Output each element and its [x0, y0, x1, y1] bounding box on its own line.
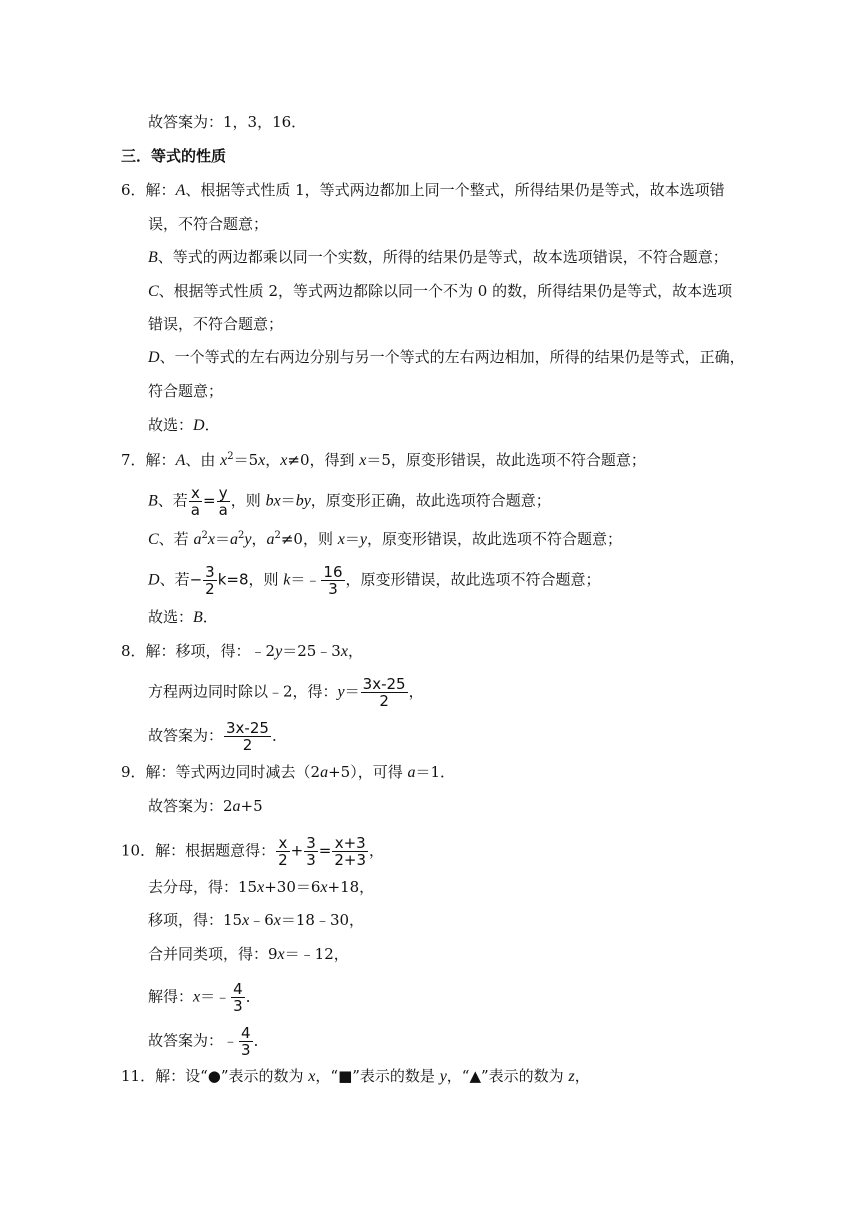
q6-line-5: 错误，不符合题意； [148, 315, 284, 333]
q7-line-c: C、若 $a^2x=a^2y$，$a^2\ne 0$，则 x＝y，原变形错误，故此选项不符合题意； [148, 530, 622, 548]
q6-line-7: 符合题意； [148, 382, 224, 400]
q6-line-3: B、等式的两边都乘以同一个实数，所得的结果仍是等式，故本选项错误，不符合题意； [148, 248, 728, 266]
q7-line-a: 7．解：A、由 $x^2=5x$，x≠0，得到 x＝5，原变形错误，故此选项不符合题意； [121, 451, 646, 469]
fraction-x3-over-23: $\frac{x+3}{2+3}$ [334, 834, 367, 869]
fraction-16-over-3: $\frac{16}{3}$ [323, 563, 343, 598]
fraction-3x-25-over-2: $\frac{3x-25}{2}$ [362, 675, 406, 710]
answer-line-q5: 故答案为：1，3，16． [148, 113, 307, 131]
fraction-y-over-a: $\frac{y}{a}$ [218, 484, 228, 519]
q10-line-3: 移项，得：15x﹣6x＝18﹣30， [148, 911, 365, 929]
q7-line-d: D、若− $\frac{3}{2}$ k=8，则 k＝﹣ $\frac{16}{3}$ ，原变形错误，故此选项不符合题意； [148, 563, 601, 598]
q6-line-1: 6．解：A、根据等式性质 1，等式两边都加上同一个整式，所得结果仍是等式，故本选项错 [121, 181, 725, 199]
q9-line-1: 9．解：等式两边同时减去（2a+5），可得 a＝1． [121, 763, 456, 781]
q10-line-5: 解得：x＝﹣ $\frac{4}{3}$ ． [148, 980, 261, 1015]
fraction-3-over-2: $\frac{3}{2}$ [205, 563, 215, 598]
fraction-4-over-3: $\frac{4}{3}$ [233, 980, 243, 1015]
q6-line-2: 误，不符合题意； [148, 215, 269, 233]
q6-line-4: C、根据等式性质 2，等式两边都除以同一个不为 0 的数，所得结果仍是等式，故本选项 [148, 282, 733, 300]
fraction-x-over-2: $\frac{x}{2}$ [278, 834, 288, 869]
q9-answer: 故答案为：2a+5 [148, 797, 263, 815]
q8-line-2: 方程两边同时除以﹣2，得：y＝ $\frac{3x-25}{2}$ ， [148, 675, 424, 710]
q7-answer: 故选：B． [148, 608, 218, 626]
q11-line-1: 11．解：设“●”表示的数为 x，“■”表示的数是 y，“▲”表示的数为 z， [121, 1067, 590, 1085]
q10-line-1: 10．解：根据题意得： $\frac{x}{2}$ + $\frac{3}{3}$ = $\frac{x+3}{2+3}$ ， [121, 834, 385, 869]
fraction-4-over-3-answer: $\frac{4}{3}$ [241, 1024, 251, 1059]
fraction-x-over-a: $\frac{x}{a}$ [190, 484, 200, 519]
fraction-3-over-3: $\frac{3}{3}$ [306, 834, 316, 869]
section-title: 三．等式的性质 [121, 147, 227, 165]
q6-line-6: D、一个等式的左右两边分别与另一个等式的左右两边相加，所得的结果仍是等式，正确， [148, 348, 745, 366]
q7-line-b: B、若 $\frac{x}{a}$ = $\frac{y}{a}$ ，则 bx＝by，原变形正确，故此选项符合题意； [148, 484, 551, 519]
q10-line-2: 去分母，得：15x+30＝6x+18， [148, 878, 375, 896]
q8-line-1: 8．解：移项，得：﹣2y＝25﹣3x， [121, 642, 363, 660]
fraction-3x-25-over-2-answer: $\frac{3x-25}{2}$ [226, 719, 269, 754]
q6-answer: 故选：D． [148, 416, 220, 434]
q10-answer: 故答案为：﹣ $\frac{4}{3}$ ． [148, 1024, 269, 1059]
q8-answer: 故答案为： $\frac{3x-25}{2}$ ． [148, 719, 287, 754]
q10-line-4: 合并同类项，得：9x＝﹣12， [148, 945, 349, 963]
